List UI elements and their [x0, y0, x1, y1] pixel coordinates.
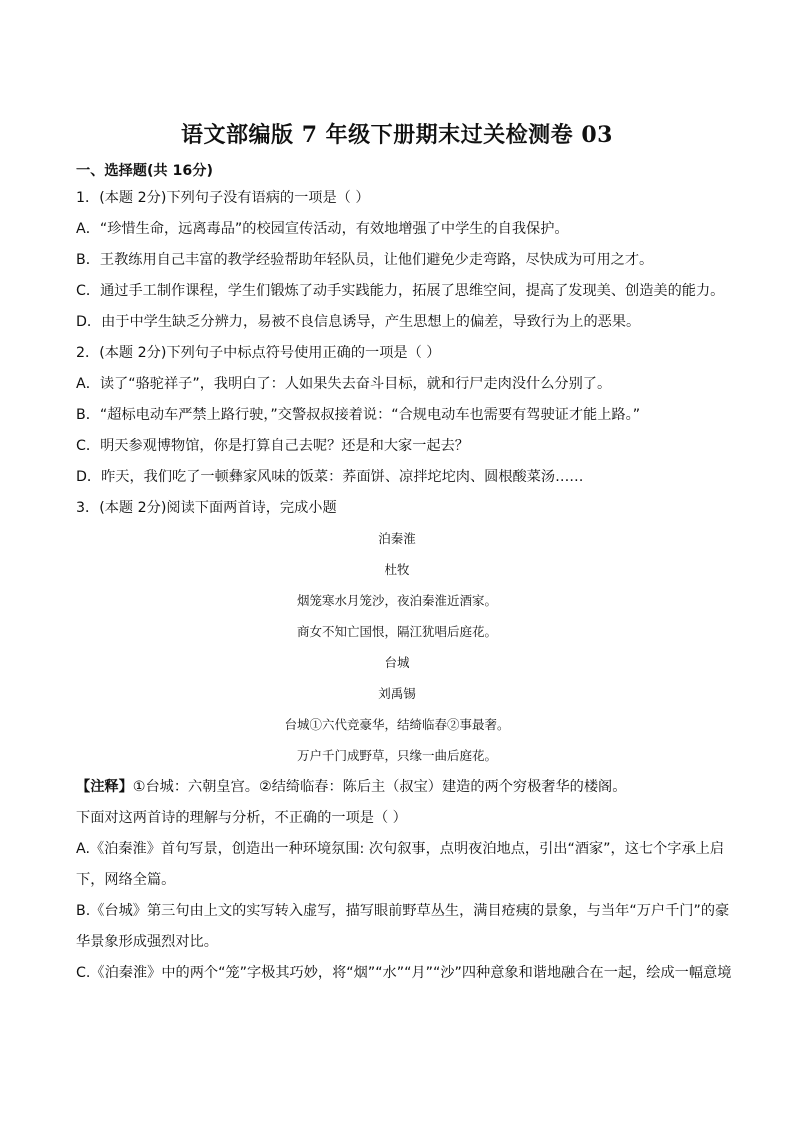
question-3-option-b-cont: 华景象形成强烈对比。 — [76, 934, 218, 950]
question-2-option-c: C．明天参观博物馆，你是打算自己去呢？还是和大家一起去？ — [76, 438, 469, 454]
question-3-option-c: C.《泊秦淮》中的两个“笼”字极其巧妙，将“烟”“水”“月”“沙”四种意象和谐地融合在一起，绘成一幅意境 — [76, 965, 732, 981]
question-1-option-d: D．由于中学生缺乏分辨力，易被不良信息诱导，产生思想上的偏差，导致行为上的恶果。 — [76, 314, 641, 330]
question-2-option-a: A．读了“骆驼祥子”，我明白了：人如果失去奋斗目标，就和行尸走肉没什么分别了。 — [76, 376, 612, 392]
poem-2-author: 刘禹锡 — [378, 686, 416, 701]
poem-2-line: 台城①六代竞豪华，结绮临春②事最奢。 — [284, 717, 510, 732]
question-3-stem: 3．(本题 2分)阅读下面两首诗，完成小题 — [76, 500, 337, 516]
question-1-option-c: C．通过手工制作课程，学生们锻炼了动手实践能力，拓展了思维空间，提高了发现美、创造美的能力。 — [76, 283, 725, 299]
question-3-option-b: B.《台城》第三句由上文的实写转入虚写，描写眼前野草丛生，满目疮痍的景象，与当年“万户千门”的豪 — [76, 903, 730, 919]
question-2-option-d: D．昨天，我们吃了一顿彝家风味的饭菜：荞面饼、凉拌坨坨肉、圆根酸菜汤…… — [76, 469, 584, 485]
question-3-prompt: 下面对这两首诗的理解与分析，不正确的一项是（ ） — [76, 810, 407, 826]
annotation — [76, 776, 626, 796]
page-title: 语文部编版 7 年级下册期末过关检测卷 03 — [181, 122, 613, 148]
question-2-stem: 2．(本题 2分)下列句子中标点符号使用正确的一项是（ ） — [76, 345, 441, 361]
question-1-option-a: A．“珍惜生命，远离毒品”的校园宣传活动，有效地增强了中学生的自我保护。 — [76, 221, 569, 237]
poem-2-line: 万户千门成野草，只缘一曲后庭花。 — [296, 748, 497, 763]
poem-1-author: 杜牧 — [384, 562, 410, 577]
poem-2-title: 台城 — [384, 655, 410, 670]
question-1-option-b: B．王教练用自己丰富的教学经验帮助年轻队员，让他们避免少走弯路，尽快成为可用之才。 — [76, 252, 654, 268]
section-heading: 一、选择题(共 16分) — [76, 163, 213, 179]
question-2-option-b: B．“超标电动车严禁上路行驶，”交警叔叔接着说：“合规电动车也需要有驾驶证才能上路。” — [76, 407, 641, 423]
poem-1-title: 泊秦淮 — [378, 531, 416, 546]
question-3-option-a-cont: 下，网络全篇。 — [76, 872, 176, 888]
annotation-tag: 【注释】 — [76, 779, 133, 795]
question-1-stem: 1．(本题 2分)下列句子没有语病的一项是（ ） — [76, 190, 370, 206]
question-3-option-a: A.《泊秦淮》首句写景，创造出一种环境氛围: 次句叙事，点明夜泊地点，引出“酒家”，这七个字承上启 — [76, 841, 725, 857]
poem-1-line: 烟笼寒水月笼沙，夜泊秦淮近酒家。 — [296, 593, 497, 608]
annotation-text: ①台城：六朝皇宫。②结绮临春：陈后主（叔宝）建造的两个穷极奢华的楼阁。 — [132, 779, 627, 795]
poem-1-line: 商女不知亡国恨，隔江犹唱后庭花。 — [296, 624, 497, 639]
